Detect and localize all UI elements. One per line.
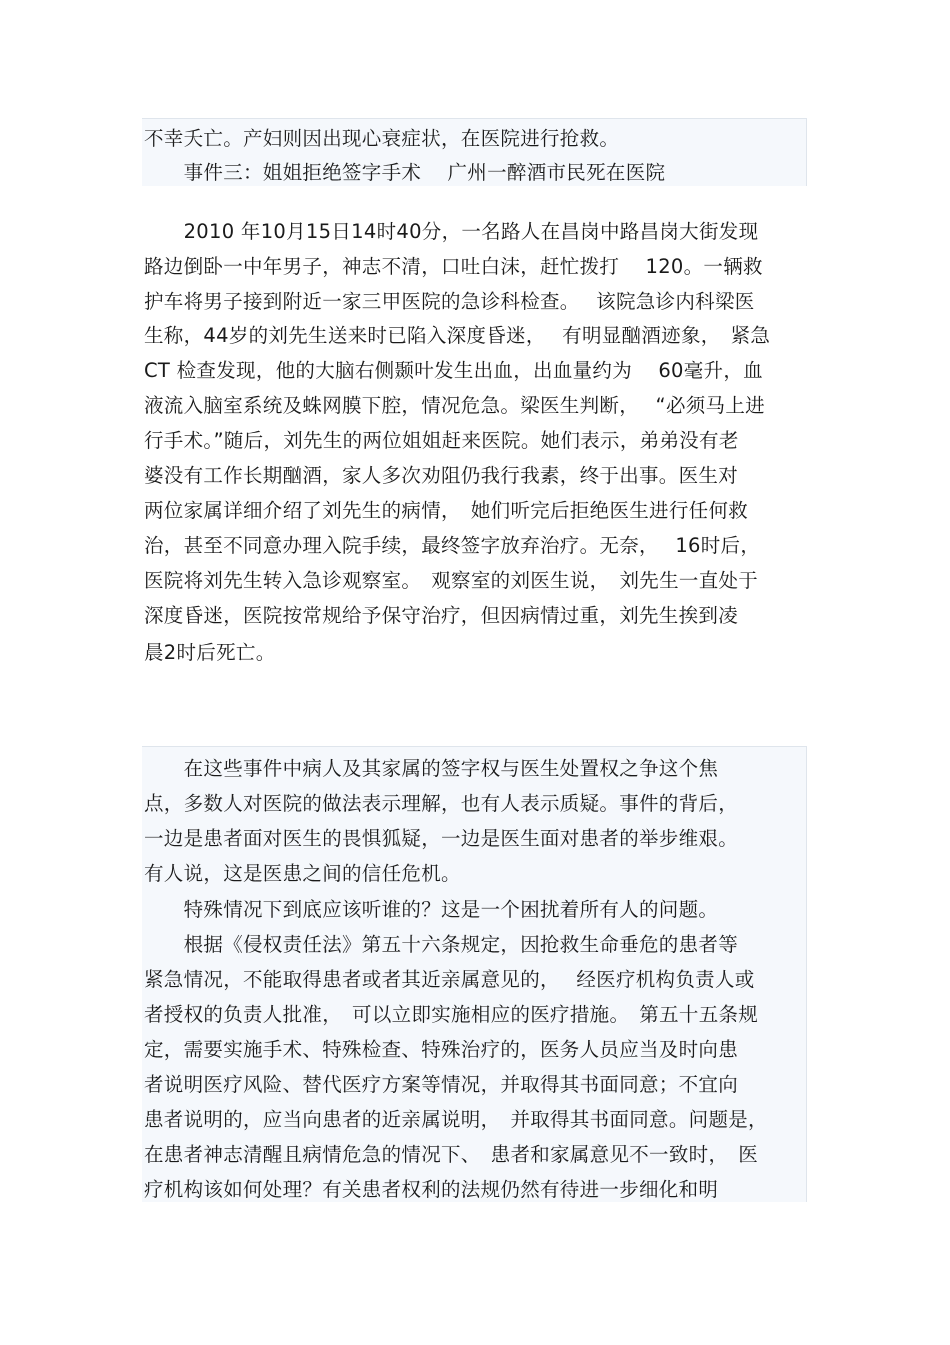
text-line: 两位家属详细介绍了刘先生的病情， 她们听完后拒绝医生进行任何救 (144, 499, 749, 522)
text-line: 护车将男子接到附近一家三甲医院的急诊科检查。 该院急诊内科梁医 (144, 290, 755, 313)
text-line: 晨2时后死亡。 (144, 641, 276, 664)
text-line: 治，甚至不同意办理入院手续，最终签字放弃治疗。无奈， 16时后， (144, 534, 761, 557)
text-line: 有人说，这是医患之间的信任危机。 (144, 862, 461, 885)
text-line: CT 检查发现，他的大脑右侧颞叶发生出血，出血量约为 60毫升，血 (144, 359, 763, 382)
text-line: 医院将刘先生转入急诊观察室。 观察室的刘医生说， 刘先生一直处于 (144, 569, 759, 592)
text-line: 路边倒卧一中年男子，神志不清，口吐白沫，赶忙拨打 120。一辆救 (144, 255, 763, 278)
text-line: 者说明医疗风险、替代医疗方案等情况，并取得其书面同意；不宜向 (144, 1073, 739, 1096)
text-line: 液流入脑室系统及蛛网膜下腔，情况危急。梁医生判断， “必须马上进 (144, 394, 765, 417)
text-line: 婆没有工作长期酗酒，家人多次劝阻仍我行我素，终于出事。医生对 (144, 464, 739, 487)
text-line: 行手术。”随后，刘先生的两位姐姐赶来医院。她们表示，弟弟没有老 (144, 429, 739, 452)
text-line: 不幸夭亡。产妇则因出现心衰症状，在医院进行抢救。 (144, 127, 620, 150)
event-three-heading: 事件三：姐姐拒绝签字手术 广州一醉酒市民死在医院 (144, 161, 666, 184)
text-line: 2010 年10月15日14时40分，一名路人在昌岗中路昌岗大街发现 (144, 220, 759, 243)
text-line: 疗机构该如何处理？有关患者权利的法规仍然有待进一步细化和明 (144, 1178, 719, 1201)
text-line: 在这些事件中病人及其家属的签字权与医生处置权之争这个焦 (144, 757, 719, 780)
text-line: 患者说明的，应当向患者的近亲属说明， 并取得其书面同意。问题是， (144, 1108, 768, 1131)
text-line: 根据《侵权责任法》第五十六条规定，因抢救生命垂危的患者等 (144, 933, 739, 956)
text-line: 特殊情况下到底应该听谁的？这是一个困扰着所有人的问题。 (144, 898, 719, 921)
text-line: 定，需要实施手术、特殊检查、特殊治疗的，医务人员应当及时向患 (144, 1038, 739, 1061)
text-line: 深度昏迷，医院按常规给予保守治疗，但因病情过重，刘先生挨到凌 (144, 604, 739, 627)
text-line: 紧急情况，不能取得患者或者其近亲属意见的， 经医疗机构负责人或 (144, 968, 755, 991)
text-line: 一边是患者面对医生的畏惧狐疑，一边是医生面对患者的举步维艰。 (144, 827, 739, 850)
text-line: 点，多数人对医院的做法表示理解，也有人表示质疑。事件的背后， (144, 792, 739, 815)
text-line: 者授权的负责人批准， 可以立即实施相应的医疗措施。 第五十五条规 (144, 1003, 759, 1026)
text-line: 生称，44岁的刘先生送来时已陷入深度昏迷， 有明显酗酒迹象， 紧急 (144, 324, 771, 347)
text-line: 在患者神志清醒且病情危急的情况下、 患者和家属意见不一致时， 医 (144, 1143, 759, 1166)
